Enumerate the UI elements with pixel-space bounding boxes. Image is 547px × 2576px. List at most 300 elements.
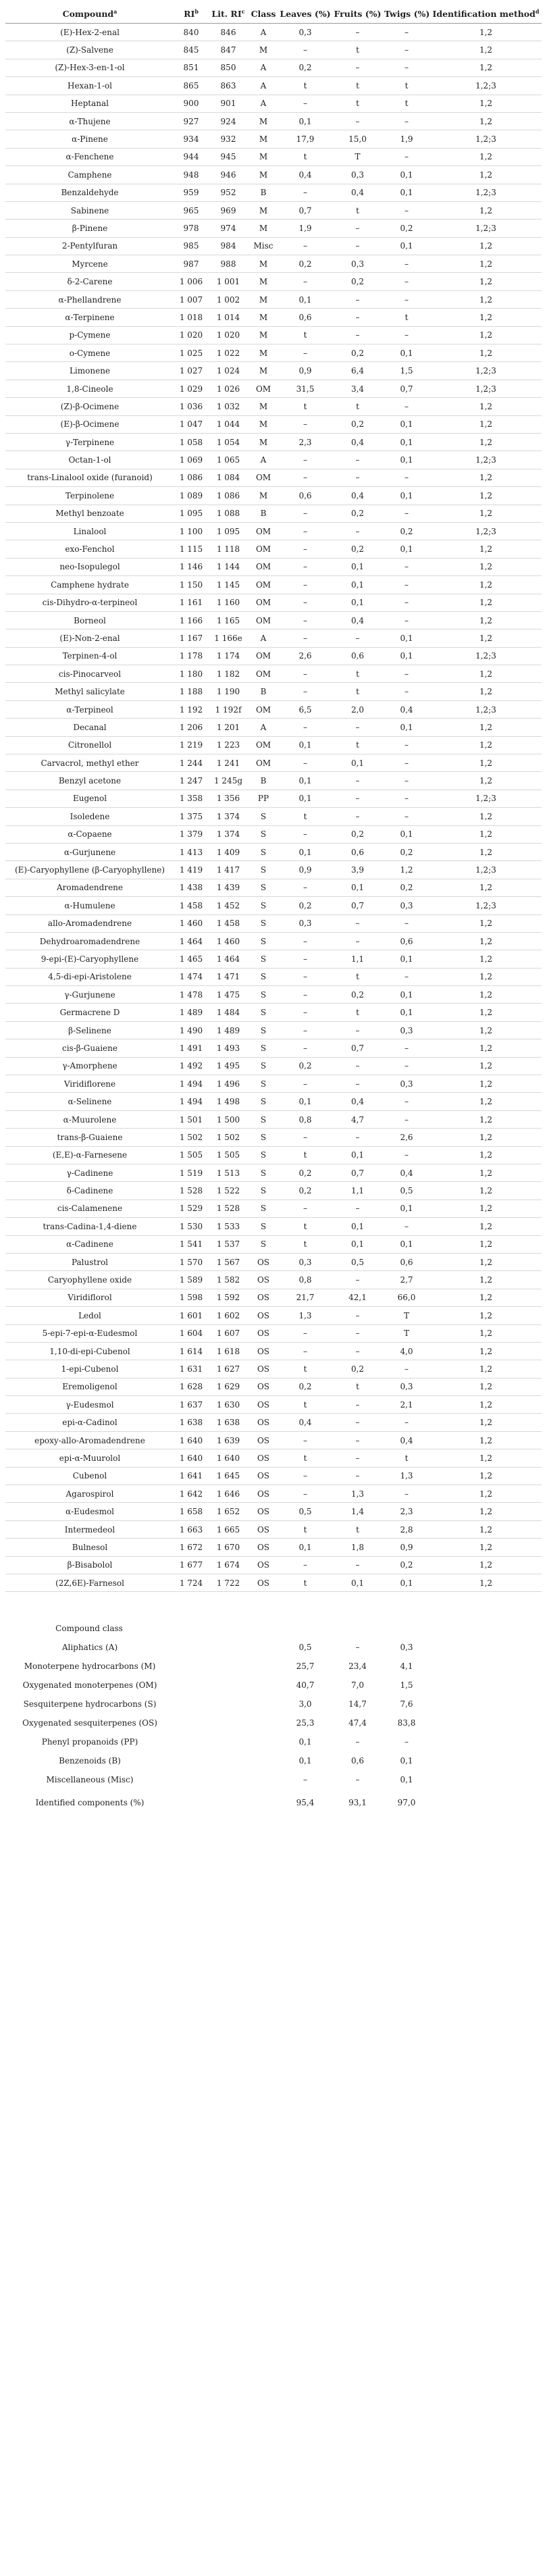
cell-ri: 1 413 [174, 843, 208, 860]
cell-class: M [249, 415, 278, 433]
cell-class: M [249, 201, 278, 219]
cell-lit-ri: 1 592 [208, 1289, 249, 1306]
cell-leaves: – [278, 1485, 332, 1503]
cell-identification-method: 1,2 [430, 469, 542, 486]
cell-fruits: 0,4 [332, 184, 383, 201]
cell-fruits: t [332, 201, 383, 219]
cell-ri: 1 150 [174, 576, 208, 594]
cell-identification-method: 1,2;3 [430, 700, 542, 718]
cell-ri: 1 589 [174, 1271, 208, 1289]
cell-ri: 1 358 [174, 790, 208, 807]
cell-compound: epoxy-allo-Aromadendrene [5, 1431, 174, 1449]
cell-identification-method: 1,2 [430, 968, 542, 985]
cell-compound: Benzyl acetone [5, 772, 174, 790]
cell-twigs: – [383, 273, 430, 290]
cell-fruits: 0,6 [332, 843, 383, 860]
cell-leaves: – [278, 558, 332, 575]
cell-leaves: 0,1 [278, 736, 332, 754]
cell-compound: 2-Pentylfuran [5, 237, 174, 255]
cell-twigs: 0,3 [383, 897, 430, 915]
cell-class: M [249, 398, 278, 415]
cell-leaves: – [278, 415, 332, 433]
cell-ri: 1 244 [174, 754, 208, 772]
cell-twigs: 0,4 [383, 1164, 430, 1182]
class-label: Benzenoids (B) [59, 1756, 121, 1766]
cell-identification-method: 1,2 [430, 487, 542, 505]
cell-compound: Methyl salicylate [5, 683, 174, 700]
cell-class: OS [249, 1539, 278, 1556]
cell-class: PP [249, 790, 278, 807]
cell-twigs: 0,9 [383, 1539, 430, 1556]
cell-class: OS [249, 1449, 278, 1467]
cell-fruits: T [332, 148, 383, 165]
cell-leaves: 0,4 [278, 1414, 332, 1431]
cell-lit-ri: 1 144 [208, 558, 249, 575]
cell-ri: 1 219 [174, 736, 208, 754]
cell-fruits: 1,3 [332, 1485, 383, 1503]
cell-identification-method: 1,2 [430, 290, 542, 308]
table-row [5, 290, 542, 308]
cell-compound: Cubenol [5, 1467, 174, 1485]
cell-leaves: – [278, 273, 332, 290]
cell-twigs: – [383, 576, 430, 594]
cell-fruits: t [332, 1004, 383, 1021]
cell-leaves: – [278, 576, 332, 594]
cell-class: M [249, 433, 278, 450]
cell-fruits: 0,2 [332, 1360, 383, 1378]
cell-class: OM [249, 611, 278, 629]
cell-ri: 934 [174, 130, 208, 148]
cell-twigs: – [383, 772, 430, 790]
table-row [5, 59, 542, 76]
cell-identification-method: 1,2 [430, 825, 542, 843]
cell-leaves: 0,8 [278, 1271, 332, 1289]
table-row [5, 469, 542, 486]
header-class: Class [249, 5, 278, 24]
cell-twigs: 4,0 [383, 1342, 430, 1360]
cell-identification-method: 1,2 [430, 1057, 542, 1075]
cell-twigs: 0,1 [383, 950, 430, 968]
cell-ri: 1 025 [174, 344, 208, 362]
cell-class: M [249, 112, 278, 130]
cell-compound: Agarospirol [5, 1485, 174, 1503]
cell-compound: Ledol [5, 1307, 174, 1324]
cell-lit-ri: 1 493 [208, 1039, 249, 1057]
cell-class: S [249, 968, 278, 985]
cell-class: OM [249, 469, 278, 486]
cell-fruits: 0,1 [332, 594, 383, 611]
cell-compound: Camphene [5, 166, 174, 184]
cell-identification-method: 1,2;3 [430, 861, 542, 879]
table-row [5, 326, 542, 344]
cell-compound: 5-epi-7-epi-α-Eudesmol [5, 1324, 174, 1342]
cell-leaves: 1,9 [278, 220, 332, 237]
cell-class: OS [249, 1503, 278, 1520]
cell-leaves: 0,1 [278, 112, 332, 130]
cell-class: OS [249, 1431, 278, 1449]
table-row [5, 398, 542, 415]
cell-identification-method: 1,2 [430, 1110, 542, 1128]
cell-leaves: t [278, 1520, 332, 1538]
table-row [5, 647, 542, 665]
cell-ri: 1 598 [174, 1289, 208, 1306]
cell-fruits: – [332, 629, 383, 647]
table-row [5, 255, 542, 273]
cell-leaves: 0,1 [278, 1093, 332, 1110]
cell-ri: 1 642 [174, 1485, 208, 1503]
cell-lit-ri: 1 498 [208, 1093, 249, 1110]
cell-lit-ri: 1 484 [208, 1004, 249, 1021]
class-twigs: 7,6 [400, 1699, 413, 1709]
cell-lit-ri: 1 618 [208, 1342, 249, 1360]
cell-twigs: 0,1 [383, 1574, 430, 1591]
cell-fruits: – [332, 1271, 383, 1289]
cell-lit-ri: 1 607 [208, 1324, 249, 1342]
cell-leaves: 2,3 [278, 433, 332, 450]
cell-ri: 1 490 [174, 1021, 208, 1039]
cell-leaves: – [278, 1200, 332, 1217]
cell-leaves: – [278, 754, 332, 772]
cell-lit-ri: 1 489 [208, 1021, 249, 1039]
cell-leaves: t [278, 326, 332, 344]
cell-identification-method: 1,2 [430, 1485, 542, 1503]
cell-fruits: 1,1 [332, 950, 383, 968]
cell-twigs: – [383, 808, 430, 825]
cell-identification-method: 1,2 [430, 1360, 542, 1378]
cell-leaves: 17,9 [278, 130, 332, 148]
cell-identification-method: 1,2;3 [430, 451, 542, 469]
cell-compound: α-Phellandrene [5, 290, 174, 308]
cell-class: M [249, 255, 278, 273]
cell-class: OS [249, 1342, 278, 1360]
table-row [5, 968, 542, 985]
table-row [5, 558, 542, 575]
class-fruits: 7,0 [350, 1680, 365, 1691]
cell-identification-method: 1,2 [430, 95, 542, 112]
cell-identification-method: 1,2 [430, 719, 542, 736]
cell-class: M [249, 41, 278, 59]
class-twigs: 0,3 [400, 1643, 413, 1653]
cell-ri: 1 604 [174, 1324, 208, 1342]
cell-identification-method: 1,2 [430, 1307, 542, 1324]
table-row [5, 1004, 542, 1021]
table-row [5, 1039, 542, 1057]
cell-leaves: – [278, 825, 332, 843]
cell-ri: 845 [174, 41, 208, 59]
cell-identification-method: 1,2 [430, 1271, 542, 1289]
cell-leaves: 0,2 [278, 1378, 332, 1395]
cell-lit-ri: 1 174 [208, 647, 249, 665]
cell-leaves: – [278, 469, 332, 486]
table-row [5, 380, 542, 397]
cell-class: S [249, 1146, 278, 1164]
cell-ri: 1 663 [174, 1520, 208, 1538]
cell-compound: (Z)-Salvene [5, 41, 174, 59]
cell-compound: α-Pinene [5, 130, 174, 148]
cell-leaves: 0,1 [278, 290, 332, 308]
cell-fruits: – [332, 1449, 383, 1467]
table-row [5, 1520, 542, 1538]
compound-class-row [5, 1638, 542, 1657]
cell-twigs: 0,1 [383, 415, 430, 433]
cell-fruits: 0,1 [332, 754, 383, 772]
cell-fruits: – [332, 1021, 383, 1039]
cell-twigs: 0,5 [383, 1182, 430, 1200]
cell-twigs: – [383, 1057, 430, 1075]
cell-twigs: 2,7 [383, 1271, 430, 1289]
cell-class: A [249, 451, 278, 469]
cell-ri: 1 529 [174, 1200, 208, 1217]
cell-class: OM [249, 558, 278, 575]
class-twigs: 83,8 [397, 1718, 416, 1728]
cell-ri: 1 020 [174, 326, 208, 344]
cell-fruits: 0,7 [332, 1039, 383, 1057]
cell-ri: 1 018 [174, 309, 208, 326]
table-row [5, 130, 542, 148]
table-row [5, 505, 542, 522]
total-leaves: 95,4 [296, 1798, 315, 1808]
cell-lit-ri: 1 160 [208, 594, 249, 611]
cell-fruits: – [332, 237, 383, 255]
cell-leaves: – [278, 184, 332, 201]
cell-compound: trans-Linalool oxide (furanoid) [5, 469, 174, 486]
cell-class: OM [249, 754, 278, 772]
cell-identification-method: 1,2 [430, 1431, 542, 1449]
table-row [5, 362, 542, 380]
cell-ri: 1 601 [174, 1307, 208, 1324]
cell-fruits: – [332, 915, 383, 932]
cell-fruits: 2,0 [332, 700, 383, 718]
cell-compound: Sabinene [5, 201, 174, 219]
cell-class: S [249, 1129, 278, 1146]
cell-fruits: – [332, 1414, 383, 1431]
cell-ri: 1 206 [174, 719, 208, 736]
cell-lit-ri: 847 [208, 41, 249, 59]
class-fruits: – [355, 1643, 360, 1653]
cell-identification-method: 1,2 [430, 344, 542, 362]
cell-twigs: – [383, 1218, 430, 1235]
cell-lit-ri: 1 086 [208, 487, 249, 505]
cell-ri: 1 501 [174, 1110, 208, 1128]
cell-identification-method: 1,2 [430, 558, 542, 575]
table-row [5, 1289, 542, 1306]
cell-fruits: t [332, 398, 383, 415]
cell-identification-method: 1,2 [430, 1503, 542, 1520]
cell-ri: 1 166 [174, 611, 208, 629]
cell-twigs: – [383, 326, 430, 344]
cell-ri: 1 505 [174, 1146, 208, 1164]
cell-leaves: t [278, 1360, 332, 1378]
cell-class: OS [249, 1360, 278, 1378]
table-row [5, 1324, 542, 1342]
cell-compound: γ-Eudesmol [5, 1396, 174, 1414]
cell-compound: α-Eudesmol [5, 1503, 174, 1520]
cell-compound: Caryophyllene oxide [5, 1271, 174, 1289]
cell-compound: δ-2-Carene [5, 273, 174, 290]
cell-compound: β-Pinene [5, 220, 174, 237]
cell-identification-method: 1,2;3 [430, 522, 542, 540]
cell-fruits: – [332, 1467, 383, 1485]
cell-lit-ri: 1 602 [208, 1307, 249, 1324]
class-label: Oxygenated monoterpenes (OM) [22, 1680, 157, 1691]
cell-compound: Terpinolene [5, 487, 174, 505]
cell-twigs: 0,1 [383, 184, 430, 201]
compound-class-row [5, 1732, 542, 1751]
cell-identification-method: 1,2 [430, 1324, 542, 1342]
cell-twigs: 0,1 [383, 1004, 430, 1021]
cell-identification-method: 1,2 [430, 932, 542, 950]
cell-identification-method: 1,2 [430, 540, 542, 558]
cell-lit-ri: 932 [208, 130, 249, 148]
cell-leaves: – [278, 237, 332, 255]
cell-class: A [249, 95, 278, 112]
cell-lit-ri: 1 500 [208, 1110, 249, 1128]
cell-ri: 1 489 [174, 1004, 208, 1021]
compound-class-row [5, 1714, 542, 1732]
cell-leaves: – [278, 986, 332, 1004]
cell-ri: 1 007 [174, 290, 208, 308]
cell-ri: 1 541 [174, 1235, 208, 1253]
cell-lit-ri: 1 495 [208, 1057, 249, 1075]
cell-compound: α-Humulene [5, 897, 174, 915]
cell-leaves: – [278, 1324, 332, 1342]
table-row [5, 1556, 542, 1574]
cell-identification-method: 1,2 [430, 1520, 542, 1538]
cell-fruits: 0,2 [332, 273, 383, 290]
cell-identification-method: 1,2 [430, 24, 542, 41]
cell-twigs: 0,1 [383, 647, 430, 665]
cell-ri: 1 178 [174, 647, 208, 665]
table-row [5, 433, 542, 450]
cell-ri: 1 494 [174, 1075, 208, 1093]
cell-fruits: 0,1 [332, 1235, 383, 1253]
cell-twigs: – [383, 754, 430, 772]
cell-twigs: – [383, 790, 430, 807]
class-leaves: 3,0 [298, 1699, 312, 1709]
cell-class: M [249, 326, 278, 344]
cell-twigs: T [383, 1307, 430, 1324]
cell-identification-method: 1,2;3 [430, 362, 542, 380]
cell-lit-ri: 1 665 [208, 1520, 249, 1538]
cell-ri: 1 161 [174, 594, 208, 611]
cell-twigs: t [383, 1449, 430, 1467]
cell-ri: 1 502 [174, 1129, 208, 1146]
cell-class: M [249, 309, 278, 326]
cell-fruits: 0,2 [332, 505, 383, 522]
cell-fruits: – [332, 1431, 383, 1449]
total-fruits: 93,1 [348, 1798, 367, 1808]
cell-identification-method: 1,2 [430, 1414, 542, 1431]
cell-leaves: 31,5 [278, 380, 332, 397]
cell-twigs: – [383, 594, 430, 611]
class-twigs: 0,1 [400, 1756, 413, 1766]
cell-ri: 1 492 [174, 1057, 208, 1075]
cell-compound: (Z)-Hex-3-en-1-ol [5, 59, 174, 76]
cell-leaves: – [278, 540, 332, 558]
cell-identification-method: 1,2 [430, 1378, 542, 1395]
cell-ri: 985 [174, 237, 208, 255]
cell-leaves: – [278, 522, 332, 540]
class-fruits: 14,7 [348, 1699, 367, 1709]
cell-identification-method: 1,2;3 [430, 77, 542, 95]
cell-lit-ri: 1 166e [208, 629, 249, 647]
cell-leaves: 0,1 [278, 772, 332, 790]
cell-fruits: 0,3 [332, 166, 383, 184]
cell-compound: Benzaldehyde [5, 184, 174, 201]
cell-lit-ri: 1 645 [208, 1467, 249, 1485]
cell-lit-ri: 1 356 [208, 790, 249, 807]
cell-leaves: t [278, 398, 332, 415]
cell-identification-method: 1,2 [430, 1253, 542, 1270]
cell-leaves: – [278, 611, 332, 629]
cell-ri: 948 [174, 166, 208, 184]
cell-lit-ri: 1 020 [208, 326, 249, 344]
class-label: Oxygenated sesquiterpenes (OS) [22, 1718, 157, 1728]
cell-leaves: 0,2 [278, 1057, 332, 1075]
cell-class: M [249, 220, 278, 237]
cell-leaves: – [278, 451, 332, 469]
cell-twigs: – [383, 201, 430, 219]
cell-ri: 1 180 [174, 665, 208, 683]
cell-lit-ri: 1 452 [208, 897, 249, 915]
composition-table [5, 5, 542, 1816]
cell-ri: 1 115 [174, 540, 208, 558]
table-row [5, 1414, 542, 1431]
cell-identification-method: 1,2 [430, 754, 542, 772]
cell-class: OS [249, 1556, 278, 1574]
class-fruits: 47,4 [348, 1718, 367, 1728]
table-row [5, 611, 542, 629]
table-row [5, 772, 542, 790]
cell-compound: neo-Isopulegol [5, 558, 174, 575]
cell-lit-ri: 1 627 [208, 1360, 249, 1378]
table-row [5, 879, 542, 896]
cell-ri: 1 640 [174, 1431, 208, 1449]
cell-twigs: – [383, 1110, 430, 1128]
cell-fruits: – [332, 1129, 383, 1146]
cell-identification-method: 1,2 [430, 255, 542, 273]
cell-lit-ri: 1 496 [208, 1075, 249, 1093]
table-row [5, 451, 542, 469]
cell-lit-ri: 1 528 [208, 1200, 249, 1217]
header-ri: $RI^b$ [174, 5, 208, 24]
cell-lit-ri: 1 505 [208, 1146, 249, 1164]
cell-twigs: 0,1 [383, 629, 430, 647]
cell-twigs: 0,1 [383, 540, 430, 558]
cell-identification-method: 1,2 [430, 415, 542, 433]
cell-fruits: 1,8 [332, 1539, 383, 1556]
cell-fruits: – [332, 1307, 383, 1324]
table-row [5, 522, 542, 540]
cell-class: M [249, 487, 278, 505]
cell-fruits: – [332, 808, 383, 825]
cell-class: OM [249, 594, 278, 611]
class-label: Monoterpene hydrocarbons (M) [24, 1661, 156, 1672]
spacer [5, 1592, 542, 1620]
cell-class: A [249, 59, 278, 76]
cell-compound: 4,5-di-epi-Aristolene [5, 968, 174, 985]
cell-compound: (Z)-β-Ocimene [5, 398, 174, 415]
cell-identification-method: 1,2 [430, 433, 542, 450]
cell-ri: 1 637 [174, 1396, 208, 1414]
cell-lit-ri: 1 460 [208, 932, 249, 950]
cell-leaves: t [278, 1235, 332, 1253]
cell-ri: 1 672 [174, 1539, 208, 1556]
cell-twigs: 0,1 [383, 237, 430, 255]
cell-fruits: – [332, 469, 383, 486]
cell-compound: α-Copaene [5, 825, 174, 843]
table-row [5, 1057, 542, 1075]
